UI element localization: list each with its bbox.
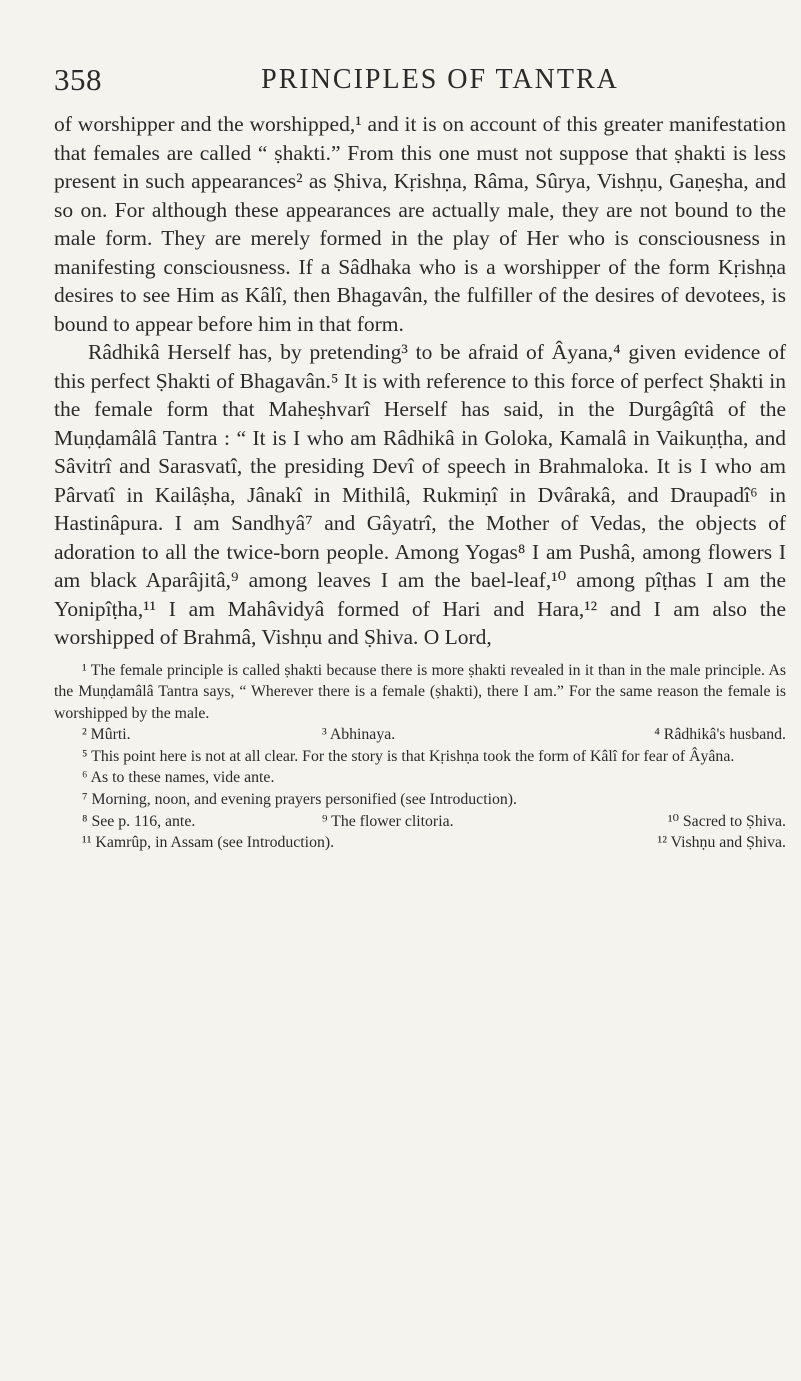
footnote-2: ² Mûrti. [82, 726, 131, 744]
footnote-12: ¹² Vishṇu and Ṣhiva. [657, 834, 786, 852]
footnote-8: ⁸ See p. 116, ante. [82, 812, 196, 830]
footnote-4: ⁴ Râdhikâ's husband. [654, 726, 786, 744]
footnote-11: ¹¹ Kamrûp, in Assam (see Introduction). [82, 834, 335, 852]
main-text [54, 110, 786, 652]
footnotes [54, 660, 786, 854]
page-header [54, 0, 786, 110]
paragraph-2: Râdhikâ Herself has, by pretending³ to be afraid of Âyana,⁴ given evidence of this perfect Ṣhakti of Bhagavân.⁵ It is with reference to this force of perfect Ṣhakti in the female form that Maheṣhvarî Herself has said, in the Durgâgîtâ of the Muṇḍamâlâ Tantra : “ It is I who am Râdhikâ in Goloka, Kamalâ in Vaikuṇṭha, and Sâvitrî and Sarasvatî, the presiding Devî of speech in Brahmaloka. It is I who am Pârvatî in Kailâṣha, Jânakî in Mithilâ, Rukmiṇî in Dvârakâ, and Draupadî⁶ in Hastinâpura. I am Sandhyâ⁷ and Gâyatrî, the Mother of Vedas, the objects of adoration to all the twice-born people. Among Yogas⁸ I am Pushâ, among flowers I am black Aparâjitâ,⁹ among leaves I am the bael-leaf,¹⁰ among pîṭhas I am the Yonipîṭha,¹¹ I am Mahâvidyâ formed of Hari and Hara,¹² and I am also the worshipped of Brahmâ, Vishṇu and Ṣhiva. O Lord, [54, 340, 786, 649]
footnote-5: ⁵ This point here is not at all clear. For the story is that Kṛishṇa took the form of Kâlî for fear of Âyâna. [82, 747, 735, 765]
footnote-row [54, 832, 786, 854]
footnote-1: ¹ The female principle is called ṣhakti because there is more ṣhakti revealed in it than in the male principle. As the Muṇḍamâlâ Tantra says, “ Wherever there is a female (ṣhakti), there I am.” For the same reason the female is worshipped by the male. [54, 661, 786, 722]
footnote-3: ³ Abhinaya. [322, 726, 396, 744]
footnote-row [54, 811, 786, 833]
footnote-row [54, 724, 786, 746]
page-number: 358 [54, 62, 102, 97]
running-head: PRINCIPLES OF TANTRA [261, 64, 619, 95]
paragraph-1: of worshipper and the worshipped,¹ and it is on account of this greater manifestation that females are called “ ṣhakti.” From this one must not suppose that ṣhakti is less present in such appearances² as Ṣhiva, Kṛishṇa, Râma, Sûrya, Vishṇu, Gaṇeṣha, and so on. For although these appearances are actually male, they are not bound to the male form. They are merely formed in the play of Her who is consciousness in manifesting consciousness. If a Sâdhaka who is a worshipper of the form Kṛishṇa desires to see Him as Kâlî, then Bhagavân, the fulfiller of the desires of devotees, is bound to appear before him in that form. [54, 112, 786, 336]
book-page [54, 0, 786, 1381]
footnote-9: ⁹ The flower clitoria. [322, 812, 454, 830]
footnote-7: ⁷ Morning, noon, and evening prayers personified (see Introduction). [82, 791, 517, 809]
footnote-10: ¹⁰ Sacred to Ṣhiva. [667, 812, 786, 830]
footnote-6: ⁶ As to these names, vide ante. [82, 769, 275, 787]
